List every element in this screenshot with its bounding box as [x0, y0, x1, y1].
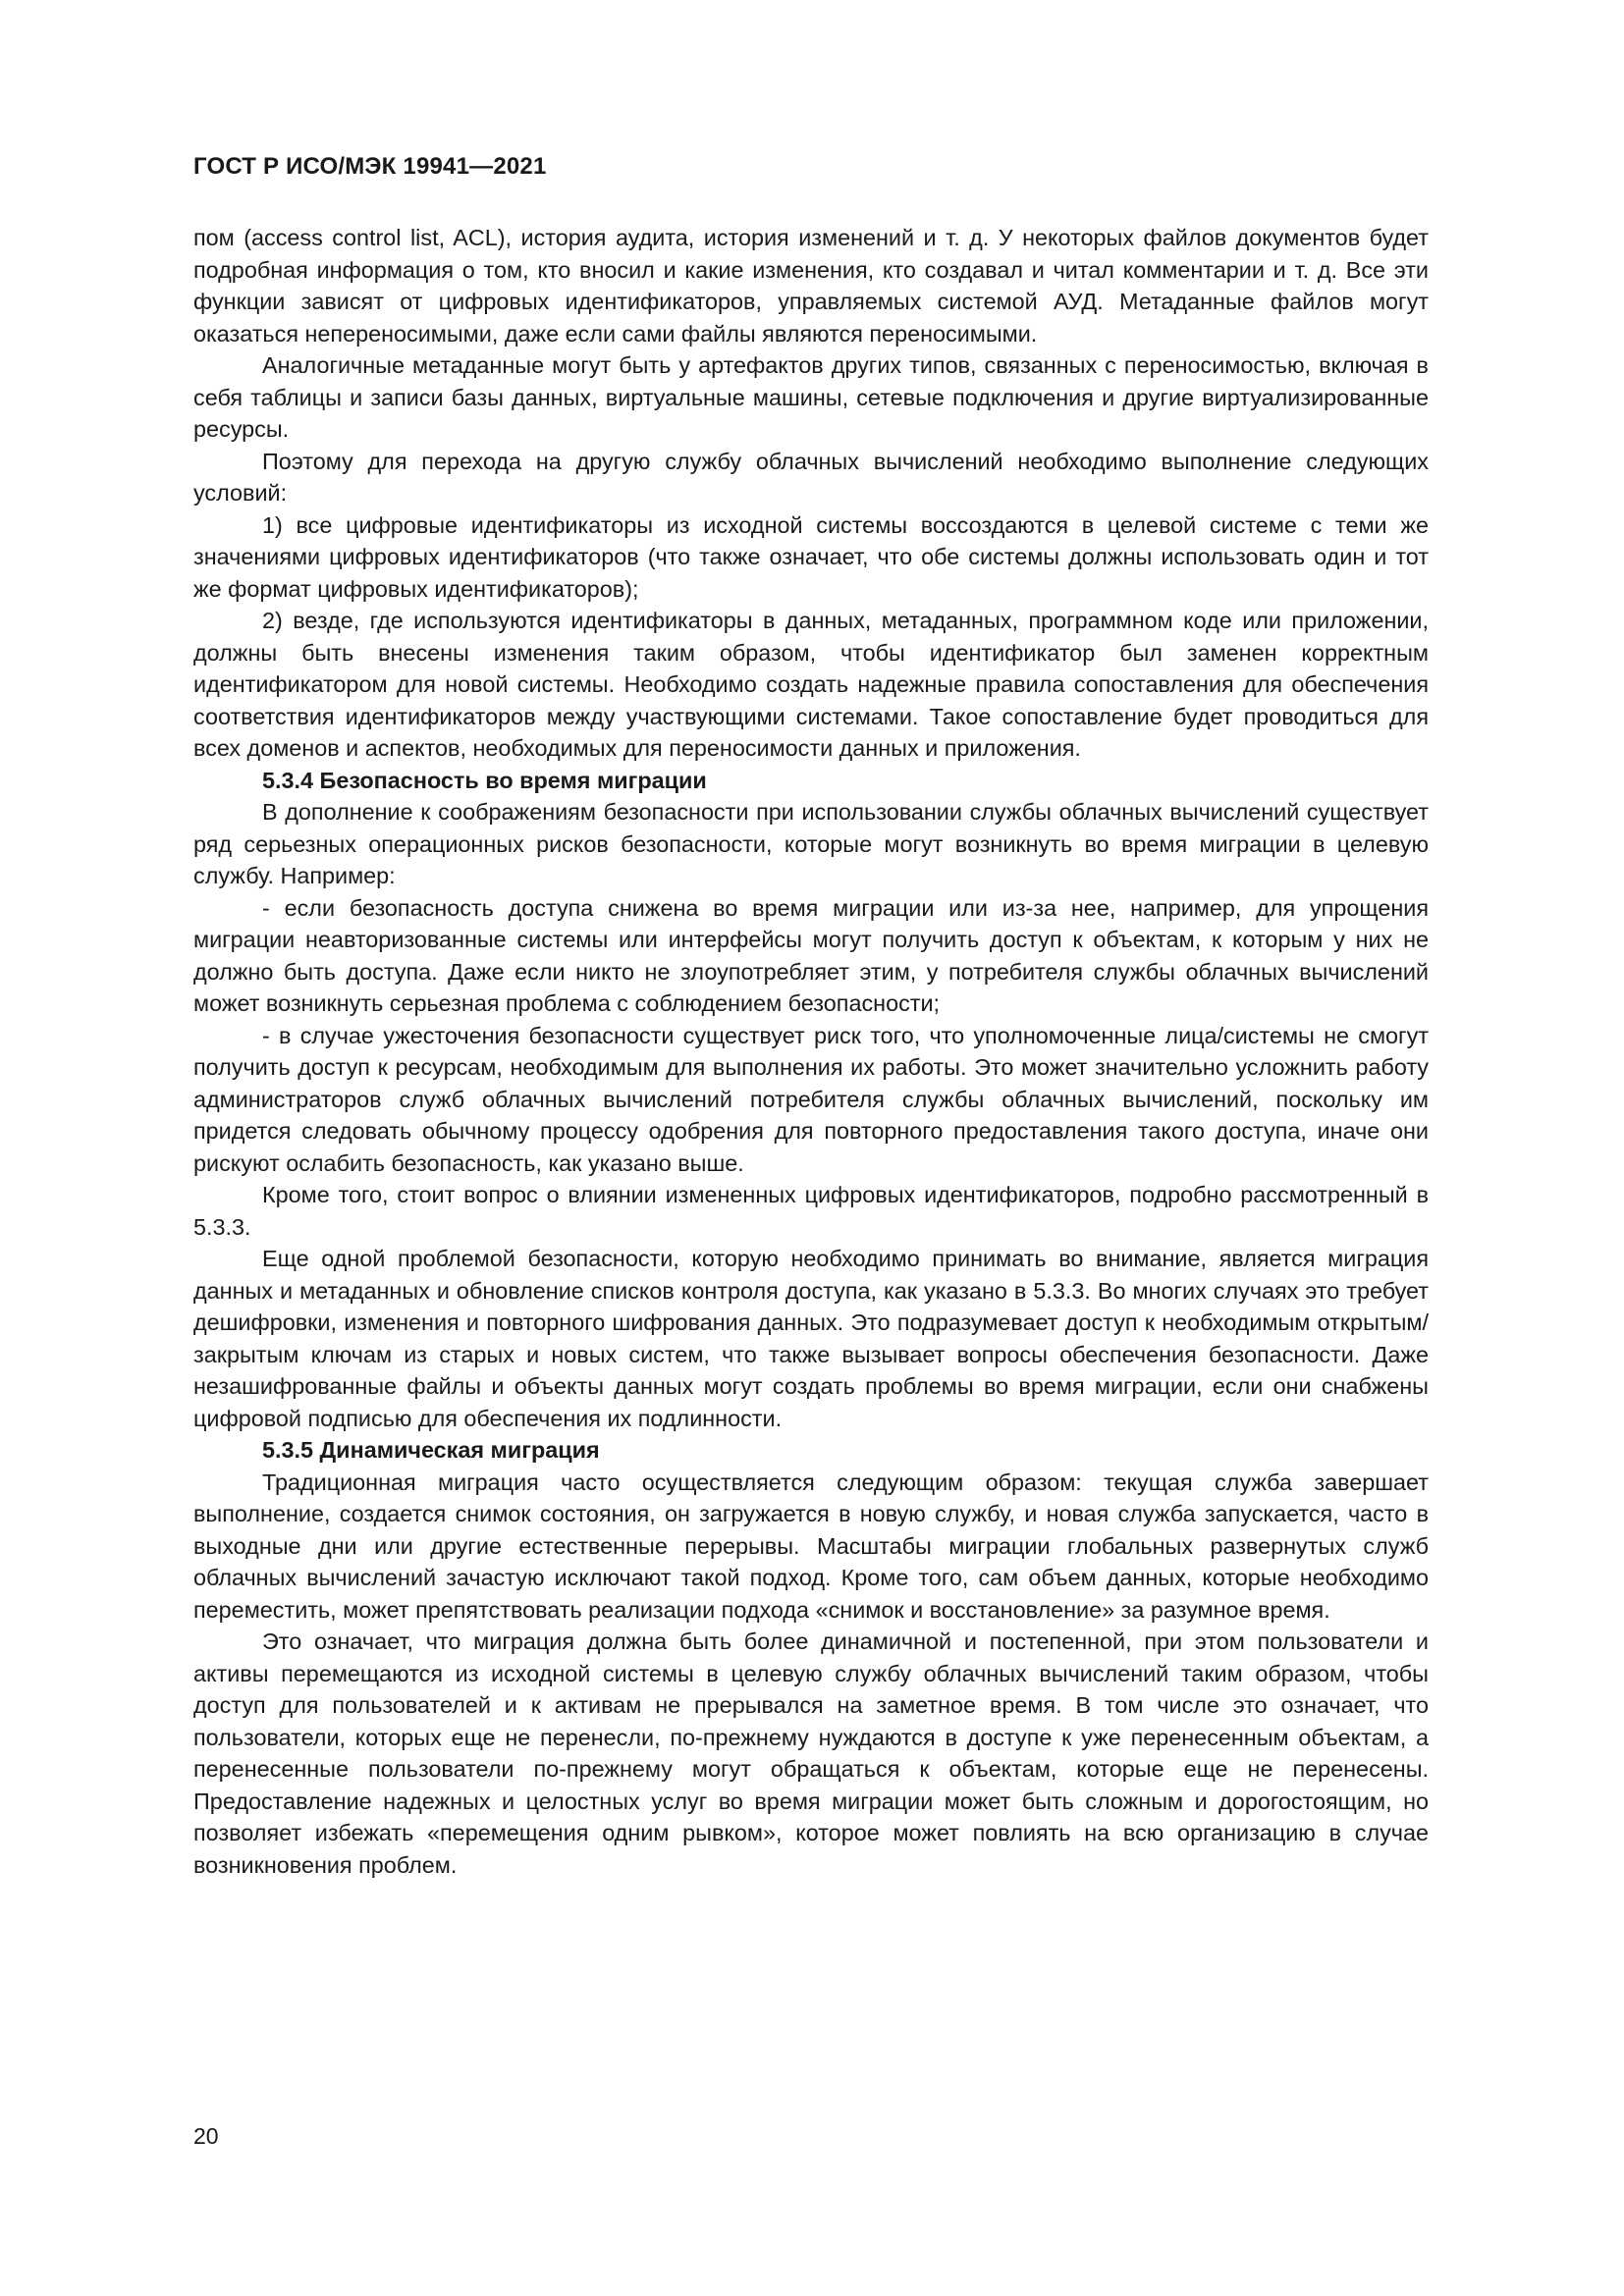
paragraph: Аналогичные метаданные могут быть у артефактов других типов, связанных с переносимостью, включая в себя таблицы и записи базы данных, виртуальные машины, сетевые подключения и другие виртуализированные ресурсы.: [193, 352, 1429, 442]
paragraph: Еще одной проблемой безопасности, которую необходимо принимать во внимание, является миграция данных и метаданных и обновление списков контроля доступа, как указано в 5.3.3. Во многих случаях это требует дешифровки, изменения и повторного шифрования данных. Это подразумевает доступ к необходимым открытым/закрытым ключам из старых и новых систем, что также вызывает вопросы обеспечения безопасности. Даже незашифрованные файлы и объекты данных могут создать проблемы во время миграции, если они снабжены цифровой подписью для обеспечения их подлинности.: [193, 1246, 1429, 1431]
paragraph: пом (access control list, ACL), история аудита, история изменений и т. д. У некоторых файлов документов будет подробная информация о том, кто вносил и какие изменения, кто создавал и читал комментарии и т. д. Все эти функции зависят от цифровых идентификаторов, управляемых системой АУД. Метаданные файлов могут оказаться непереносимыми, даже если сами файлы являются переносимыми.: [193, 225, 1429, 347]
list-item: 2) везде, где используются идентификаторы в данных, метаданных, программном коде или приложении, должны быть внесены изменения таким образом, чтобы идентификатор был заменен корректным идентификатором для новой системы. Необходимо создать надежные правила сопоставления для обеспечения соответствия идентификаторов между участвующими системами. Такое сопоставление будет проводиться для всех доменов и аспектов, необходимых для переносимости данных и приложения.: [193, 608, 1429, 761]
list-item: 1) все цифровые идентификаторы из исходной системы воссоздаются в целевой системе с теми же значениями цифровых идентификаторов (что также означает, что обе системы должны использовать один и тот же формат цифровых идентификаторов);: [193, 511, 1429, 602]
section-heading: 5.3.4 Безопасность во время миграции: [262, 767, 707, 793]
paragraph: Традиционная миграция часто осуществляется следующим образом: текущая служба завершает выполнение, создается снимок состояния, он загружается в новую службу, и новая служба запускается, часто в выходные дни или другие естественные перерывы. Масштабы миграции глобальных развернутых служб облачных вычислений зачастую исключают такой подход. Кроме того, сам объем данных, которые необходимо переместить, может препятствовать реализации подхода «снимок и восстановление» за разумное время.: [193, 1468, 1429, 1623]
paragraph: Поэтому для перехода на другую службу облачных вычислений необходимо выполнение следующих условий:: [193, 448, 1429, 506]
body-text: [193, 222, 1429, 1881]
paragraph: Кроме того, стоит вопрос о влиянии измененных цифровых идентификаторов, подробно рассмотренный в 5.3.3.: [193, 1182, 1429, 1240]
section-heading: 5.3.5 Динамическая миграция: [262, 1437, 600, 1463]
page-number: 20: [193, 2123, 219, 2149]
paragraph: В дополнение к соображениям безопасности при использовании службы облачных вычислений существует ряд серьезных операционных рисков безопасности, которые могут возникнуть во время миграции в целевую службу. Например:: [193, 799, 1429, 888]
list-item: - в случае ужесточения безопасности существует риск того, что уполномоченные лица/системы не смогут получить доступ к ресурсам, необходимым для выполнения их работы. Это может значительно усложнить работу администраторов служб облачных вычислений потребителя службы облачных вычислений, поскольку им придется следовать обычному процессу одобрения для повторного предоставления такого доступа, иначе они рискуют ослабить безопасность, как указано выше.: [193, 1022, 1429, 1176]
standard-header: ГОСТ Р ИСО/МЭК 19941—2021: [193, 153, 547, 180]
list-item: - если безопасность доступа снижена во время миграции или из-за нее, например, для упрощения миграции неавторизованные системы или интерфейсы могут получить доступ к объектам, к которым у них не должно быть доступа. Даже если никто не злоупотребляет этим, у потребителя службы облачных вычислений может возникнуть серьезная проблема с соблюдением безопасности;: [193, 894, 1429, 1016]
paragraph: Это означает, что миграция должна быть более динамичной и постепенной, при этом пользователи и активы перемещаются из исходной системы в целевую службу облачных вычислений таким образом, чтобы доступ для пользователей и к активам не прерывался на заметное время. В том числе это означает, что пользователи, которых еще не перенесли, по-прежнему нуждаются в доступе к уже перенесенным объектам, а перенесенные пользователи по-прежнему могут обращаться к объектам, которые еще не перенесены. Предоставление надежных и целостных услуг во время миграции может быть сложным и дорогостоящим, но позволяет избежать «перемещения одним рывком», которое может повлиять на всю организацию в случае возникновения проблем.: [193, 1629, 1429, 1878]
